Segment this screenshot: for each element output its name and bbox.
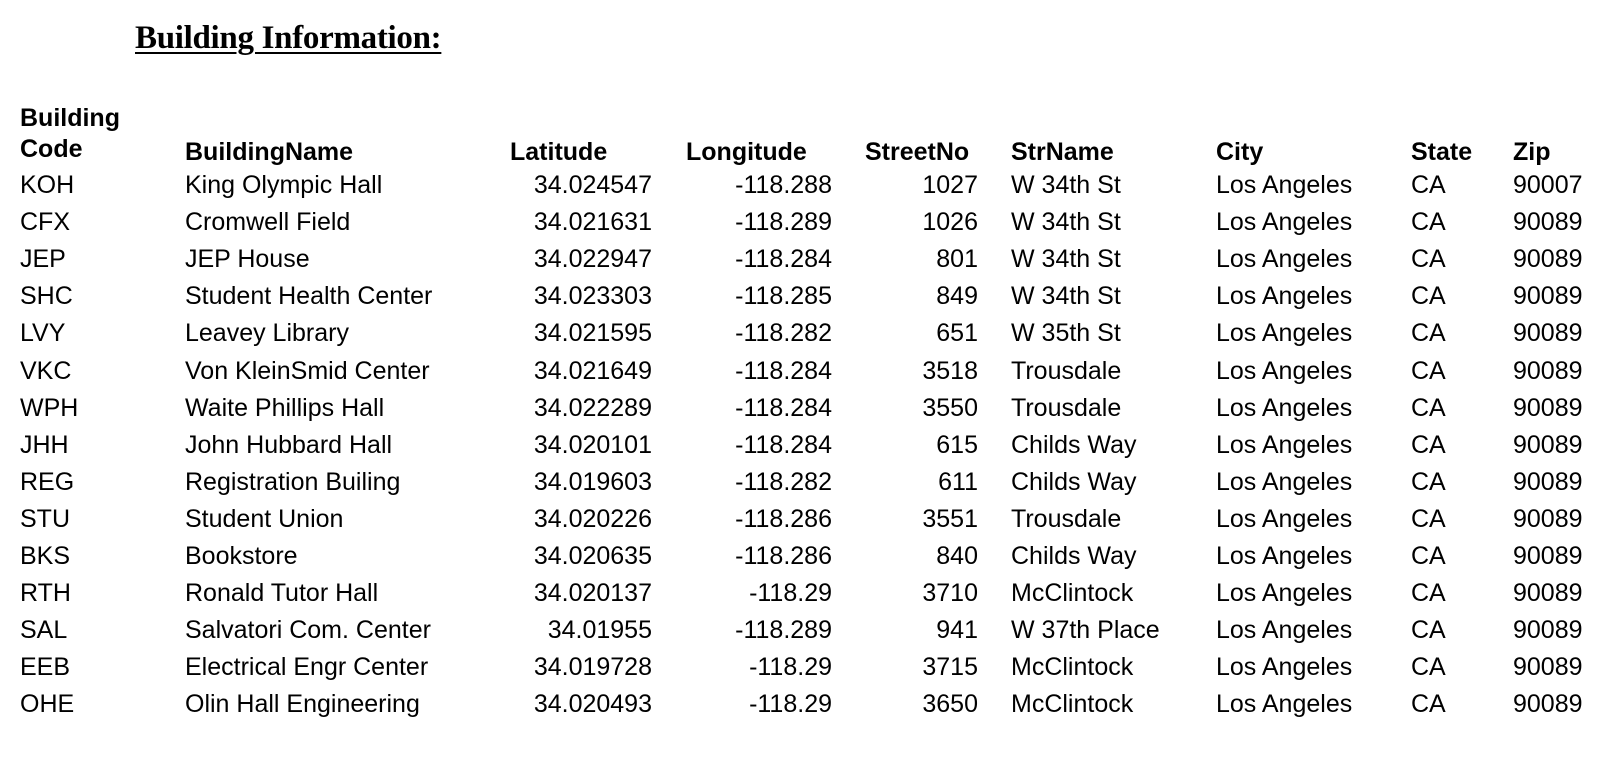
- cell-street-no: 1027: [922, 171, 978, 199]
- cell-street-no: 651: [936, 319, 978, 348]
- cell-city: Los Angeles: [1216, 467, 1353, 496]
- header-code-line2: Code: [20, 135, 83, 163]
- cell-city: Los Angeles: [1216, 393, 1353, 422]
- cell-state: CA: [1411, 393, 1446, 422]
- cell-zip: 90089: [1513, 319, 1583, 348]
- cell-state: CA: [1411, 356, 1446, 385]
- cell-state: CA: [1411, 616, 1446, 645]
- table-row: [0, 242, 1622, 276]
- cell-zip: 90089: [1513, 542, 1583, 570]
- cell-state: CA: [1411, 319, 1446, 348]
- header-longitude: Longitude: [686, 138, 807, 166]
- cell-latitude: 34.020493: [533, 690, 652, 719]
- cell-city: Los Angeles: [1216, 542, 1353, 570]
- cell-code: EEB: [20, 653, 71, 682]
- cell-state: CA: [1411, 430, 1446, 459]
- cell-code: SAL: [20, 616, 68, 645]
- table-row: [0, 354, 1622, 388]
- cell-zip: 90089: [1513, 245, 1583, 274]
- table-row: [0, 502, 1622, 536]
- cell-city: Los Angeles: [1216, 171, 1353, 199]
- cell-street-name: Childs Way: [1011, 430, 1137, 459]
- cell-city: Los Angeles: [1216, 616, 1353, 645]
- cell-street-name: Childs Way: [1011, 542, 1137, 570]
- cell-building-name: King Olympic Hall: [185, 171, 383, 199]
- cell-zip: 90089: [1513, 504, 1583, 533]
- cell-street-name: W 34th St: [1011, 171, 1121, 199]
- cell-code: OHE: [20, 690, 75, 719]
- cell-street-no: 3551: [922, 504, 978, 533]
- cell-street-no: 840: [936, 542, 978, 570]
- cell-city: Los Angeles: [1216, 690, 1353, 719]
- cell-city: Los Angeles: [1216, 245, 1353, 274]
- table-row: [0, 576, 1622, 610]
- header-zip: Zip: [1513, 138, 1551, 166]
- table-row: [0, 687, 1622, 721]
- cell-street-name: Trousdale: [1011, 356, 1122, 385]
- cell-code: CFX: [20, 208, 70, 237]
- cell-street-name: W 35th St: [1011, 319, 1121, 348]
- table-row: [0, 205, 1622, 239]
- cell-street-name: W 37th Place: [1011, 616, 1160, 645]
- cell-building-name: Leavey Library: [185, 319, 349, 348]
- cell-zip: 90089: [1513, 579, 1583, 608]
- cell-longitude: -118.286: [735, 542, 832, 570]
- header-latitude: Latitude: [510, 138, 608, 166]
- cell-street-no: 611: [938, 467, 978, 496]
- cell-street-no: 941: [936, 616, 978, 645]
- table-row: [0, 428, 1622, 462]
- cell-zip: 90007: [1513, 171, 1583, 199]
- cell-city: Los Angeles: [1216, 282, 1353, 311]
- cell-latitude: 34.020635: [533, 542, 652, 570]
- cell-street-no: 3715: [922, 653, 978, 682]
- cell-longitude: -118.29: [749, 653, 832, 682]
- cell-zip: 90089: [1513, 393, 1583, 422]
- cell-street-no: 3650: [922, 690, 978, 719]
- cell-code: JEP: [20, 245, 66, 274]
- cell-street-name: McClintock: [1011, 653, 1134, 682]
- table-row: [0, 650, 1622, 684]
- cell-zip: 90089: [1513, 653, 1583, 682]
- cell-street-name: Trousdale: [1011, 504, 1122, 533]
- cell-building-name: Student Health Center: [185, 282, 433, 311]
- cell-street-no: 3550: [922, 393, 978, 422]
- cell-street-name: W 34th St: [1011, 282, 1121, 311]
- cell-code: VKC: [20, 356, 72, 385]
- cell-state: CA: [1411, 245, 1446, 274]
- cell-latitude: 34.022289: [533, 393, 652, 422]
- cell-building-name: Bookstore: [185, 542, 298, 570]
- cell-city: Los Angeles: [1216, 208, 1353, 237]
- cell-longitude: -118.289: [735, 616, 832, 645]
- cell-city: Los Angeles: [1216, 579, 1353, 608]
- cell-code: SHC: [20, 282, 73, 311]
- table-row: [0, 391, 1622, 425]
- cell-longitude: -118.284: [735, 245, 832, 274]
- table-row: [0, 316, 1622, 350]
- cell-street-no: 1026: [922, 208, 978, 237]
- cell-code: RTH: [20, 579, 71, 608]
- cell-building-name: Salvatori Com. Center: [185, 616, 431, 645]
- cell-street-no: 3518: [922, 356, 978, 385]
- cell-city: Los Angeles: [1216, 319, 1353, 348]
- cell-longitude: -118.284: [735, 430, 832, 459]
- table-row: [0, 168, 1622, 202]
- cell-building-name: JEP House: [185, 245, 310, 274]
- cell-zip: 90089: [1513, 208, 1583, 237]
- cell-street-name: McClintock: [1011, 579, 1134, 608]
- cell-building-name: Registration Builing: [185, 467, 401, 496]
- cell-street-name: Childs Way: [1011, 467, 1137, 496]
- cell-longitude: -118.29: [749, 579, 832, 608]
- cell-state: CA: [1411, 690, 1446, 719]
- cell-street-name: W 34th St: [1011, 208, 1121, 237]
- cell-building-name: John Hubbard Hall: [185, 430, 393, 459]
- cell-latitude: 34.019728: [533, 653, 652, 682]
- table-row: [0, 279, 1622, 313]
- table-row: [0, 613, 1622, 647]
- cell-state: CA: [1411, 171, 1446, 199]
- cell-latitude: 34.020137: [533, 579, 652, 608]
- cell-city: Los Angeles: [1216, 653, 1353, 682]
- header-state: State: [1411, 138, 1473, 166]
- cell-city: Los Angeles: [1216, 504, 1353, 533]
- cell-latitude: 34.021595: [533, 319, 652, 348]
- cell-latitude: 34.021649: [533, 356, 652, 385]
- cell-building-name: Student Union: [185, 504, 344, 533]
- cell-latitude: 34.020101: [533, 430, 652, 459]
- cell-street-no: 849: [936, 282, 978, 311]
- cell-code: REG: [20, 467, 75, 496]
- cell-building-name: Electrical Engr Center: [185, 653, 429, 682]
- table-row: [0, 539, 1622, 573]
- cell-code: JHH: [20, 430, 69, 459]
- cell-longitude: -118.282: [735, 319, 832, 348]
- cell-city: Los Angeles: [1216, 356, 1353, 385]
- cell-latitude: 34.01955: [547, 616, 652, 645]
- cell-longitude: -118.284: [735, 393, 832, 422]
- cell-city: Los Angeles: [1216, 430, 1353, 459]
- cell-code: WPH: [20, 393, 79, 422]
- cell-code: LVY: [20, 319, 66, 348]
- cell-longitude: -118.288: [735, 171, 832, 199]
- cell-building-name: Waite Phillips Hall: [185, 393, 385, 422]
- cell-street-no: 615: [936, 430, 978, 459]
- header-code-line1: Building: [20, 104, 120, 132]
- cell-latitude: 34.024547: [533, 171, 652, 199]
- cell-state: CA: [1411, 208, 1446, 237]
- cell-longitude: -118.286: [735, 504, 832, 533]
- header-city: City: [1216, 138, 1264, 166]
- cell-latitude: 34.019603: [533, 467, 652, 496]
- cell-code: BKS: [20, 542, 71, 570]
- cell-street-name: W 34th St: [1011, 245, 1121, 274]
- cell-street-name: Trousdale: [1011, 393, 1122, 422]
- cell-street-no: 3710: [922, 579, 978, 608]
- cell-zip: 90089: [1513, 430, 1583, 459]
- cell-longitude: -118.284: [735, 356, 832, 385]
- cell-state: CA: [1411, 504, 1446, 533]
- page-title: Building Information:: [135, 20, 442, 56]
- cell-latitude: 34.022947: [533, 245, 652, 274]
- table-row: [0, 465, 1622, 499]
- table-header-row: [0, 135, 1622, 169]
- cell-street-no: 801: [936, 245, 978, 274]
- header-building-name: BuildingName: [185, 138, 354, 166]
- cell-building-name: Von KleinSmid Center: [185, 356, 430, 385]
- cell-zip: 90089: [1513, 690, 1583, 719]
- cell-longitude: -118.285: [735, 282, 832, 311]
- cell-state: CA: [1411, 542, 1446, 570]
- cell-street-name: McClintock: [1011, 690, 1134, 719]
- cell-state: CA: [1411, 282, 1446, 311]
- cell-latitude: 34.020226: [533, 504, 652, 533]
- cell-state: CA: [1411, 467, 1446, 496]
- cell-state: CA: [1411, 579, 1446, 608]
- cell-zip: 90089: [1513, 616, 1583, 645]
- cell-longitude: -118.29: [749, 690, 832, 719]
- cell-building-name: Cromwell Field: [185, 208, 351, 237]
- cell-latitude: 34.023303: [533, 282, 652, 311]
- cell-zip: 90089: [1513, 467, 1583, 496]
- cell-state: CA: [1411, 653, 1446, 682]
- cell-code: STU: [20, 504, 70, 533]
- cell-building-name: Olin Hall Engineering: [185, 690, 420, 719]
- cell-latitude: 34.021631: [533, 208, 652, 237]
- cell-zip: 90089: [1513, 282, 1583, 311]
- cell-longitude: -118.282: [735, 467, 832, 496]
- cell-longitude: -118.289: [735, 208, 832, 237]
- header-street-name: StrName: [1011, 138, 1114, 166]
- cell-code: KOH: [20, 171, 75, 199]
- header-street-no: StreetNo: [865, 138, 970, 166]
- cell-building-name: Ronald Tutor Hall: [185, 579, 379, 608]
- cell-zip: 90089: [1513, 356, 1583, 385]
